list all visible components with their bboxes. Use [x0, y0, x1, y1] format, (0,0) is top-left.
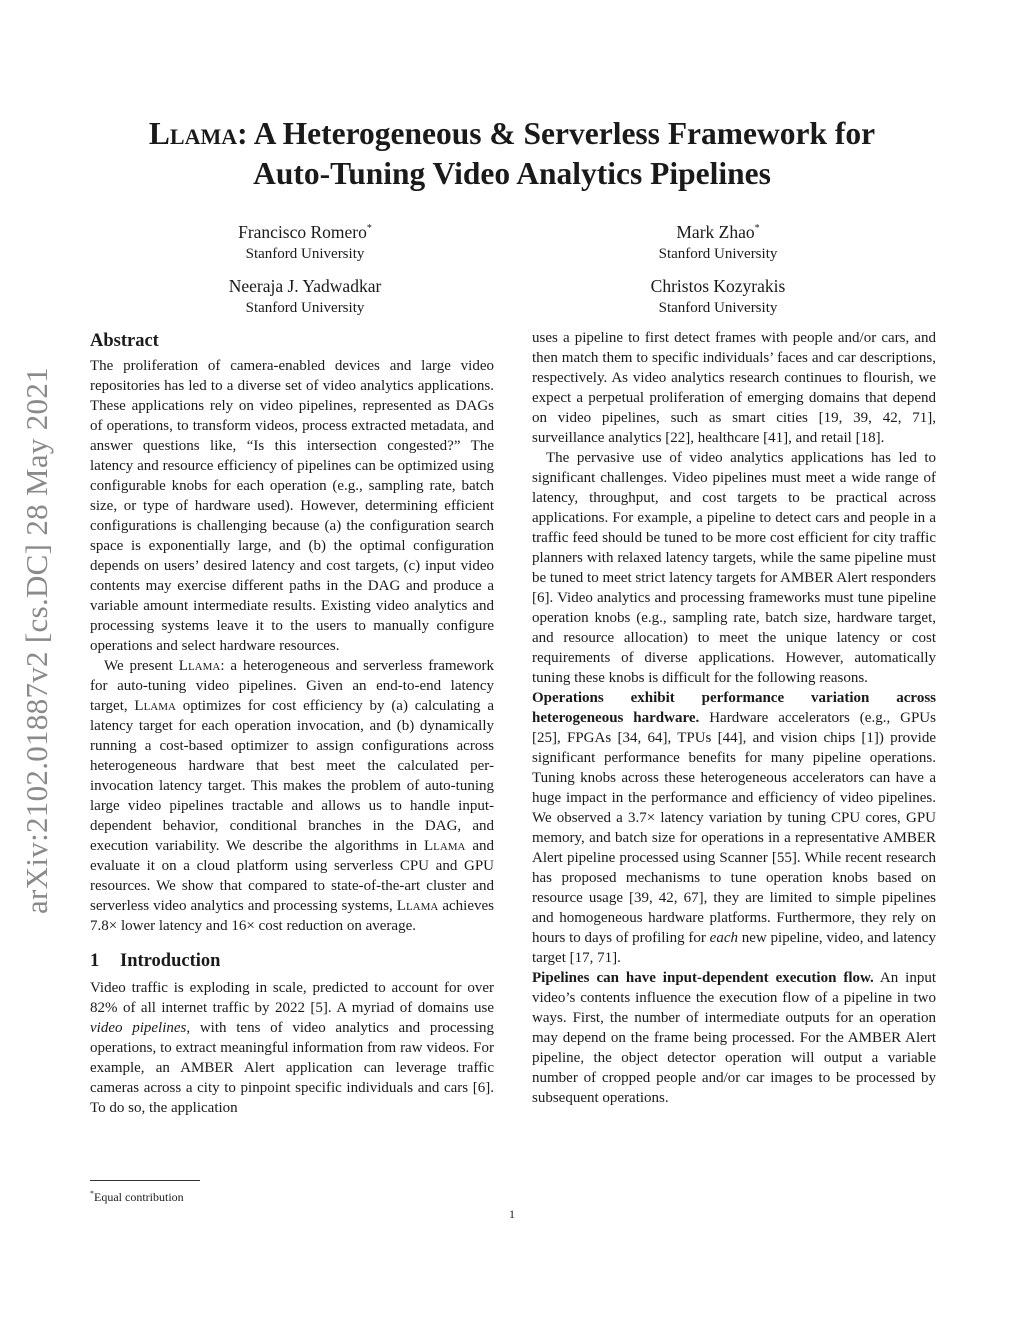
footnote [90, 1186, 184, 1205]
introduction-paragraph-3: Operations exhibit performance variation across heterogeneous hardware. Hardware accelerators (e.g., GPUs [25], FPGAs [34, 64], TPUs [44], and vision chips [1]) provide significant performance benefits for many pipeline operations. Tuning knobs across these heterogeneous accelerators can have a huge impact in the performance and efficiency of video pipelines. We observed a 3.7× latency variation by tuning CPU cores, GPU memory, and batch size for operations in a representative AMBER Alert pipeline processed using Scanner [55]. While recent research has proposed mechanisms to tune operation knobs based on resource usage [39, 42, 67], they are limited to simple pipelines and homogeneous hardware platforms. Furthermore, they rely on hours to days of profiling for each new pipeline, video, and latency target [17, 71]. [532, 690, 936, 966]
author-affiliation: Stanford University [245, 245, 365, 262]
author-name: Francisco Romero [238, 221, 367, 242]
author-affiliation: Stanford University [658, 300, 778, 316]
author-name: Mark Zhao [676, 221, 755, 242]
introduction-paragraph-4: Pipelines can have input-dependent execution flow. An input video’s contents influence the execution flow of a pipeline in two ways. First, the number of intermediate outputs for an operation may depend on the frame being processed. For the AMBER Alert pipeline, the object detector operation will output a variable number of cropped people and/or car images to be processed by subsequent operations. [532, 970, 936, 1106]
title-system-name: Llama [148, 116, 238, 151]
paper-title [80, 114, 944, 194]
author-block [155, 275, 455, 319]
introduction-heading [90, 948, 494, 974]
emphasis: video pipelines [90, 1020, 187, 1036]
introduction-paragraph-continued: uses a pipeline to first detect frames with people and/or cars, and then match them to specific individuals’ faces and car descriptions, respectively. As video analytics research continues to flourish, we expect a perpetual proliferation of emerging domains that depend on video pipelines, such as smart cities [19, 39, 42, 71], surveillance analytics [22], healthcare [41], and retail [18]. [532, 330, 936, 446]
emphasis: each [709, 930, 738, 946]
system-name: Llama [396, 898, 439, 914]
author-name: Neeraja J. Yadwadkar [228, 276, 382, 296]
title-line-1-rest: : A Heterogeneous & Serverless Framework for [237, 116, 876, 151]
left-column [90, 328, 494, 1118]
author-mark: * [754, 223, 760, 234]
author-block [568, 218, 868, 265]
introduction-paragraph-2: The pervasive use of video analytics applications has led to significant challenges. Video pipelines must meet a wide range of latency, throughput, and cost targets to be practical across applications. For example, a pipeline to detect cars and people in a traffic feed should be tuned to be more cost efficient for city traffic planners with relaxed latency targets, while the same pipeline must be tuned to meet strict latency targets for AMBER Alert responders [6]. Video analytics and processing frameworks must tune pipeline operation knobs (e.g., sampling rate, batch size, hardware target, and resource allocation) to meet the unique latency or cost requirements of diverse applications. However, automatically tuning these knobs is difficult for the following reasons. [532, 450, 936, 686]
system-name: Llama [423, 838, 466, 854]
author-name: Christos Kozyrakis [650, 276, 786, 296]
author-block [568, 275, 868, 319]
section-title: Introduction [120, 951, 221, 971]
footnote-text: Equal contribution [94, 1190, 184, 1204]
right-column [532, 328, 936, 1108]
author-block [155, 218, 455, 265]
section-number: 1 [90, 951, 100, 971]
system-name: Llama [134, 698, 176, 714]
author-affiliation: Stanford University [245, 300, 365, 316]
title-line-1 [80, 114, 944, 154]
footnote-mark: * [90, 1189, 94, 1198]
author-affiliation: Stanford University [658, 245, 778, 262]
system-name: Llama [178, 658, 221, 674]
paragraph-lead: Operations exhibit performance variation across heterogeneous hardware. [532, 690, 936, 726]
paragraph-lead: Pipelines can have input-dependent execution flow. [532, 970, 874, 986]
abstract-heading: Abstract [90, 331, 159, 351]
footnote-divider [90, 1180, 200, 1181]
page-number: 1 [509, 1207, 515, 1221]
title-line-2: Auto-Tuning Video Analytics Pipelines [253, 156, 771, 191]
author-mark: * [366, 223, 372, 234]
abstract-paragraph-1: The proliferation of camera-enabled devices and large video repositories has led to a diverse set of video analytics applications. These applications rely on video pipelines, represented as DAGs of operations, to transform videos, process extracted metadata, and answer questions like, “Is this intersection congested?” The latency and resource efficiency of pipelines can be optimized using configurable knobs for each operation (e.g., sampling rate, batch size, or type of hardware used). However, determining efficient configurations is challenging because (a) the configuration search space is exponentially large, and (b) the optimal configuration depends on users’ desired latency and cost targets, (c) input video contents may exercise different paths in the DAG and produce a variable amount intermediate results. Existing video analytics and processing systems leave it to the users to manually configure operations and select hardware resources. [90, 358, 494, 654]
introduction-paragraph-1: Video traffic is exploding in scale, predicted to account for over 82% of all internet traffic by 2022 [5]. A myriad of domains use video pipelines, with tens of video analytics and processing operations, to extract meaningful information from raw videos. For example, an AMBER Alert application can leverage traffic cameras across a city to pinpoint specific individuals and cars [6]. To do so, the application [90, 980, 494, 1116]
arxiv-identifier: arXiv:2102.01887v2 [cs.DC] 28 May 2021 [19, 367, 54, 915]
abstract-paragraph-2: We present Llama: a heterogeneous and serverless framework for auto-tuning video pipelines. Given an end-to-end latency target, Llama optimizes for cost efficiency by (a) calculating a latency target for each operation invocation, and (b) dynamically running a cost-based optimizer to assign configurations across heterogeneous hardware that best meet the calculated per-invocation latency target. This makes the problem of auto-tuning large video pipelines tractable and allows us to handle input-dependent behavior, conditional branches in the DAG, and execution variability. We describe the algorithms in Llama and evaluate it on a cloud platform using serverless CPU and GPU resources. We show that compared to state-of-the-art cluster and serverless video analytics and processing systems, Llama achieves 7.8× lower latency and 16× cost reduction on average. [90, 658, 494, 934]
